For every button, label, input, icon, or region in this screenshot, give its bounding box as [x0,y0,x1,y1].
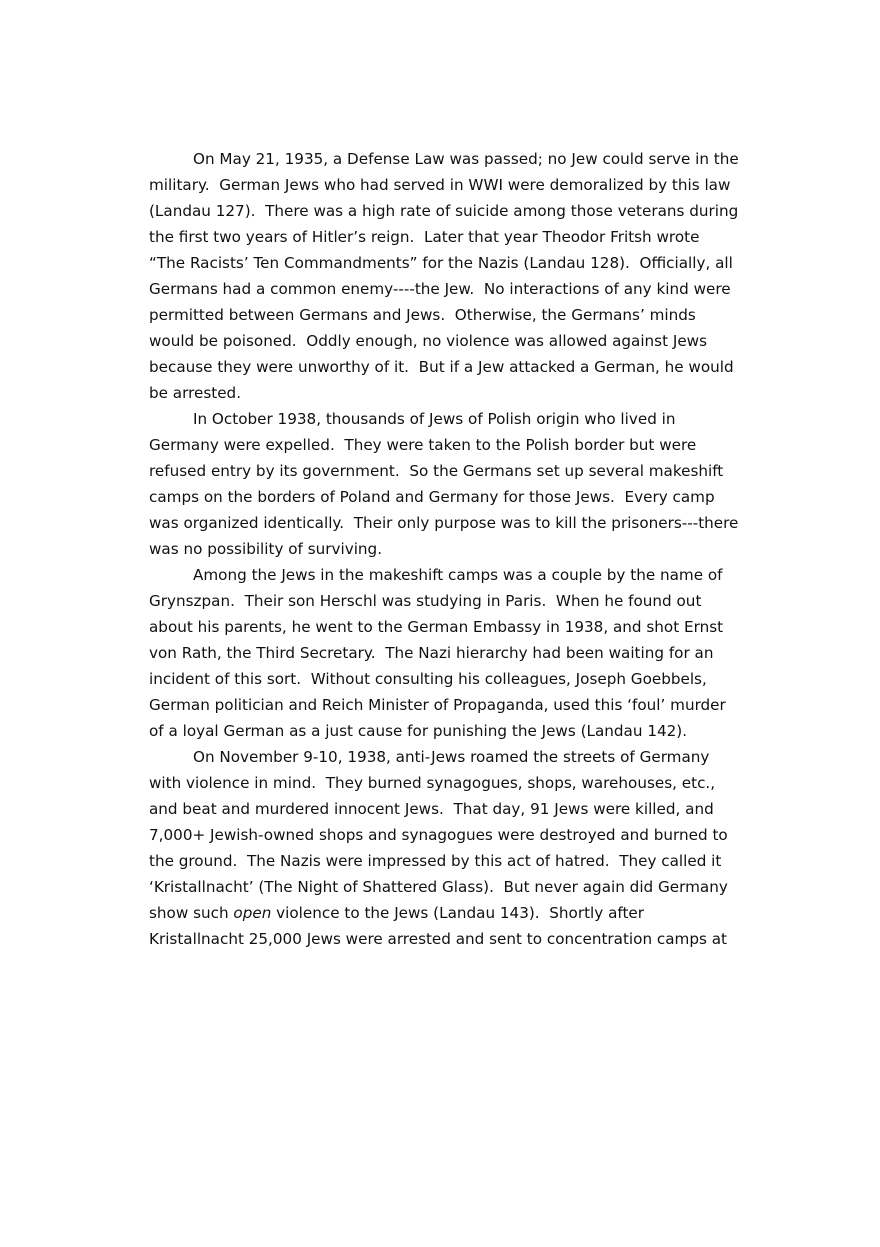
text-line [149,874,739,900]
text-line [149,146,739,172]
text-segment: be arrested. [149,384,242,402]
text-segment: von Rath, the Third Secretary. The Nazi hierarchy had been waiting for an [149,644,714,662]
text-line [149,510,739,536]
text-line [149,276,739,302]
text-line [149,926,739,952]
text-segment: the ground. The Nazis were impressed by this act of hatred. They called it [149,852,722,870]
text-line [149,822,739,848]
text-segment: show such [149,904,234,922]
text-line [149,848,739,874]
text-segment: Grynszpan. Their son Herschl was studying in Paris. When he found out [149,592,702,610]
text-line [149,406,739,432]
text-line [149,224,739,250]
text-line [149,484,739,510]
text-line [149,666,739,692]
text-segment: and beat and murdered innocent Jews. That day, 91 Jews were killed, and [149,800,714,818]
text-segment: permitted between Germans and Jews. Otherwise, the Germans’ minds [149,306,696,324]
italic-text: open [233,904,272,922]
text-line [149,614,739,640]
text-segment: 7,000+ Jewish-owned shops and synagogues were destroyed and burned to [149,826,728,844]
text-segment: would be poisoned. Oddly enough, no violence was allowed against Jews [149,332,708,350]
text-segment: On November 9-10, 1938, anti-Jews roamed the streets of Germany [193,748,710,766]
text-line [149,328,739,354]
paragraph [149,562,739,744]
text-segment: Kristallnacht 25,000 Jews were arrested and sent to concentration camps at [149,930,727,948]
text-line [149,562,739,588]
body-text [149,146,739,952]
text-line [149,302,739,328]
text-line [149,640,739,666]
text-line [149,380,739,406]
text-segment: German politician and Reich Minister of Propaganda, used this ‘foul’ murder [149,696,726,714]
text-line [149,250,739,276]
text-line [149,744,739,770]
text-segment: Among the Jews in the makeshift camps was a couple by the name of [193,566,723,584]
text-line [149,770,739,796]
text-segment: In October 1938, thousands of Jews of Polish origin who lived in [193,410,676,428]
text-segment: Germans had a common enemy----the Jew. No interactions of any kind were [149,280,731,298]
text-segment: with violence in mind. They burned synagogues, shops, warehouses, etc., [149,774,716,792]
text-segment: ‘Kristallnacht’ (The Night of Shattered Glass). But never again did Germany [149,878,728,896]
text-line [149,432,739,458]
text-segment: the first two years of Hitler’s reign. Later that year Theodor Fritsh wrote [149,228,700,246]
text-segment: was no possibility of surviving. [149,540,383,558]
text-segment: (Landau 127). There was a high rate of suicide among those veterans during [149,202,739,220]
text-segment: incident of this sort. Without consulting his colleagues, Joseph Goebbels, [149,670,707,688]
text-line [149,354,739,380]
text-line [149,172,739,198]
text-line [149,458,739,484]
text-segment: On May 21, 1935, a Defense Law was passed; no Jew could serve in the [193,150,739,168]
text-line [149,796,739,822]
text-segment: because they were unworthy of it. But if a Jew attacked a German, he would [149,358,734,376]
paragraph [149,406,739,562]
text-line [149,588,739,614]
text-segment: “The Racists’ Ten Commandments” for the Nazis (Landau 128). Officially, all [149,254,733,272]
text-segment: was organized identically. Their only purpose was to kill the prisoners---there [149,514,739,532]
text-segment: refused entry by its government. So the Germans set up several makeshift [149,462,724,480]
text-segment: military. German Jews who had served in WWI were demoralized by this law [149,176,731,194]
text-line [149,198,739,224]
text-segment: of a loyal German as a just cause for punishing the Jews (Landau 142). [149,722,688,740]
paragraph [149,744,739,952]
text-line [149,900,739,926]
text-segment: violence to the Jews (Landau 143). Shortly after [271,904,645,922]
text-segment: about his parents, he went to the German Embassy in 1938, and shot Ernst [149,618,724,636]
text-line [149,536,739,562]
text-segment: camps on the borders of Poland and Germany for those Jews. Every camp [149,488,715,506]
text-segment: Germany were expelled. They were taken to the Polish border but were [149,436,697,454]
text-line [149,692,739,718]
paragraph [149,146,739,406]
text-line [149,718,739,744]
